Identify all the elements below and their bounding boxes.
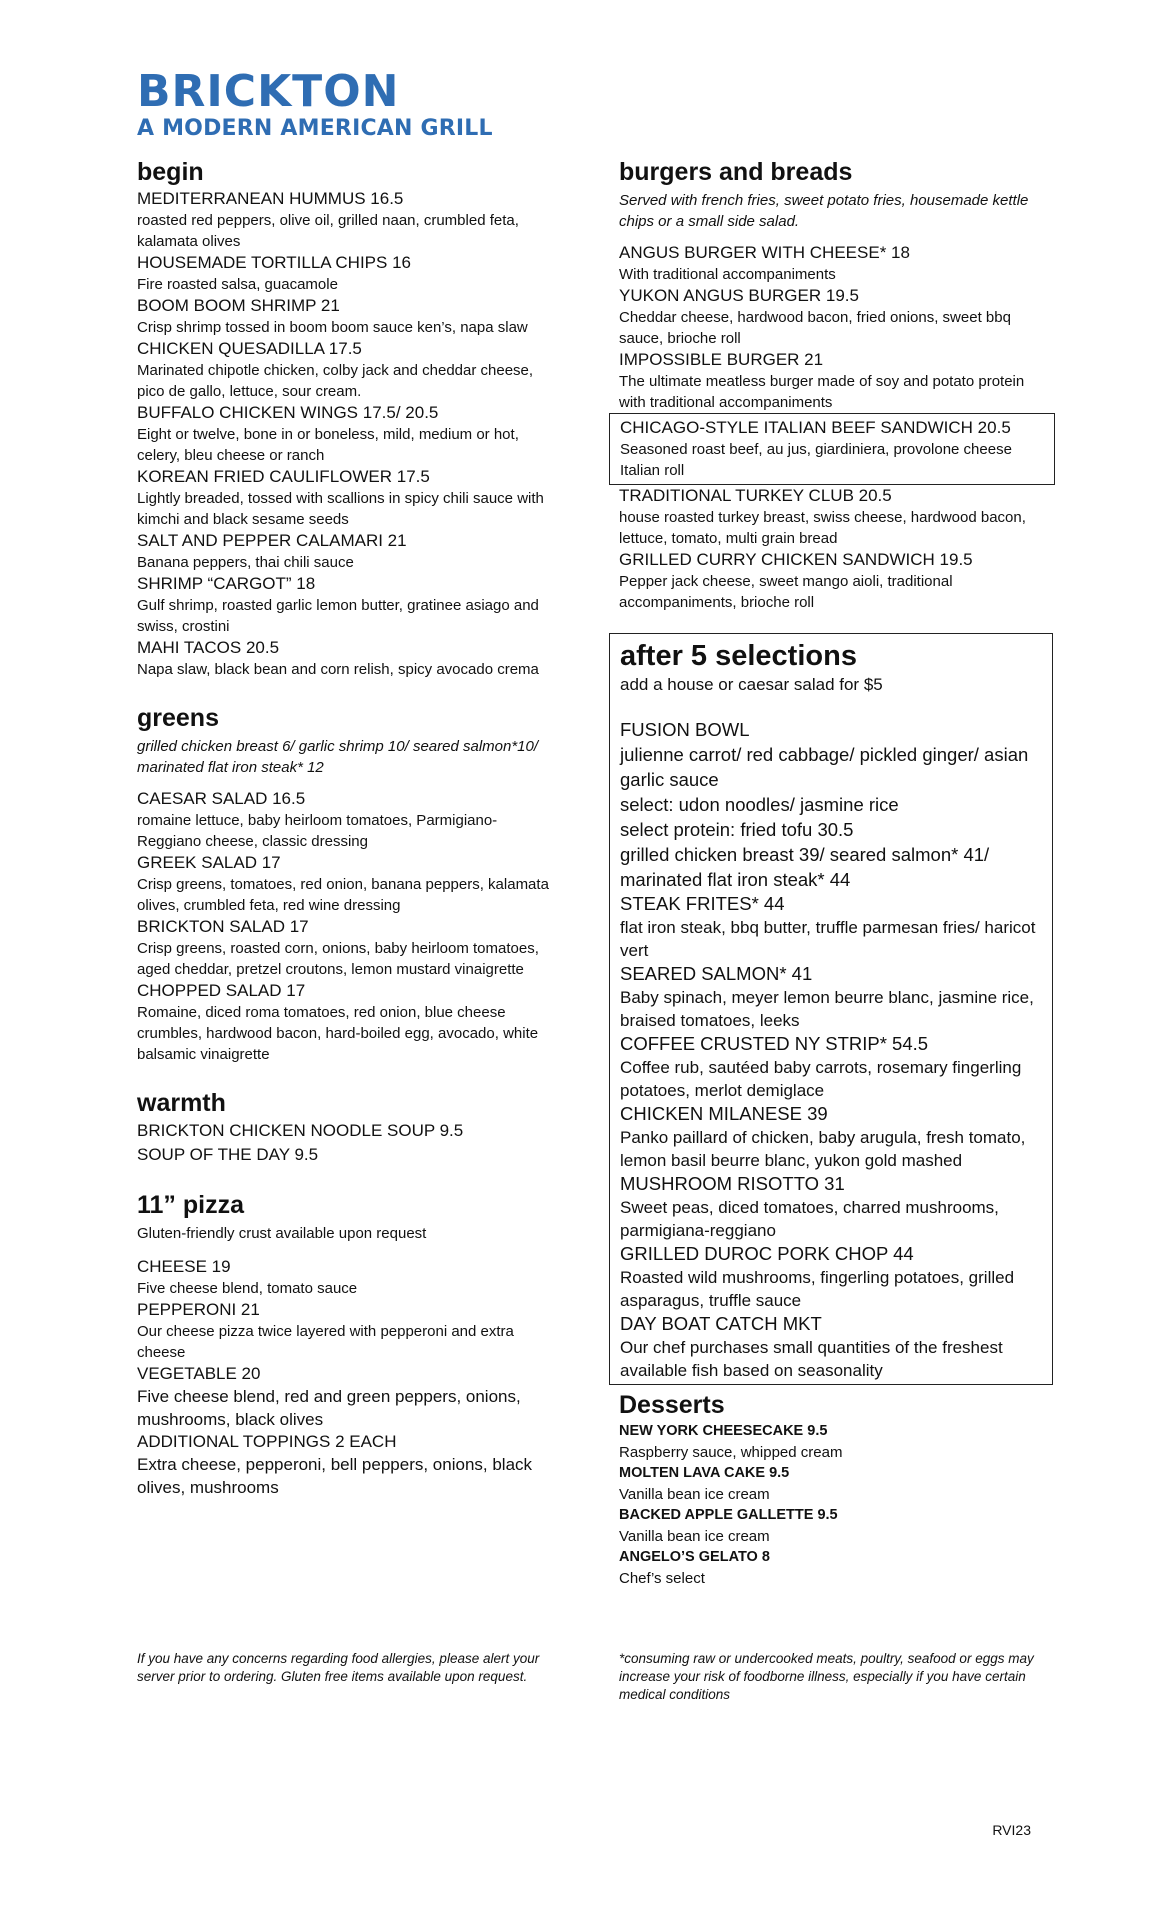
item-name: CHICAGO-STYLE ITALIAN BEEF SANDWICH 20.5 — [620, 418, 1011, 437]
section-title: begin — [137, 158, 204, 186]
item-desc: Five cheese blend, red and green peppers, onions, mushrooms, black olives — [137, 1387, 521, 1429]
menu-item — [620, 1102, 1044, 1172]
item-name: BOOM BOOM SHRIMP 21 — [137, 296, 340, 315]
section-title: after 5 selections — [620, 640, 857, 672]
item-name: MUSHROOM RISOTTO 31 — [620, 1173, 845, 1194]
item-desc: Gulf shrimp, roasted garlic lemon butter, gratinee asiago and swiss, crostini — [137, 597, 539, 635]
item-desc: Napa slaw, black bean and corn relish, spicy avocado crema — [137, 661, 539, 678]
item-desc: Roasted wild mushrooms, fingerling potatoes, grilled asparagus, truffle sauce — [620, 1268, 1015, 1310]
section-burgers — [619, 156, 1043, 613]
menu-item — [137, 1299, 557, 1363]
item-name: ADDITIONAL TOPPINGS 2 EACH — [137, 1432, 397, 1451]
menu-item — [137, 188, 557, 252]
item-name: COFFEE CRUSTED NY STRIP* 54.5 — [620, 1033, 929, 1054]
menu-item — [620, 1172, 1044, 1242]
menu-item — [619, 485, 1043, 549]
menu-item — [620, 1032, 1044, 1102]
item-desc: Lightly breaded, tossed with scallions in spicy chili sauce with kimchi and black sesame seeds — [137, 490, 544, 528]
item-name: SEARED SALMON* 41 — [620, 963, 813, 984]
menu-item — [620, 1242, 1044, 1312]
item-desc: Sweet peas, diced tomatoes, charred mushrooms, parmigiana-reggiano — [620, 1198, 999, 1240]
item-desc: select protein: fried tofu 30.5 — [620, 819, 854, 840]
item-desc: Extra cheese, pepperoni, bell peppers, onions, black olives, mushrooms — [137, 1455, 533, 1497]
item-desc: Romaine, diced roma tomatoes, red onion, blue cheese crumbles, hardwood bacon, hard-boiled egg, avocado, white balsamic vinaigrette — [137, 1004, 539, 1063]
menu-item — [137, 573, 557, 637]
item-name: MEDITERRANEAN HUMMUS 16.5 — [137, 189, 404, 208]
item-desc: Raspberry sauce, whipped cream — [619, 1444, 843, 1461]
item-desc: roasted red peppers, olive oil, grilled naan, crumbled feta, kalamata olives — [137, 212, 519, 250]
menu-item — [137, 295, 557, 338]
item-name: CHEESE 19 — [137, 1257, 231, 1276]
item-desc: Our chef purchases small quantities of the freshest available fish based on seasonality — [620, 1338, 1003, 1380]
section-title: 11” pizza — [137, 1191, 244, 1219]
item-name: BUFFALO CHICKEN WINGS 17.5/ 20.5 — [137, 403, 439, 422]
menu-item — [620, 718, 1044, 892]
item-name: BACKED APPLE GALLETTE 9.5 — [619, 1507, 838, 1523]
item-name: PEPPERONI 21 — [137, 1300, 260, 1319]
item-name: BRICKTON CHICKEN NOODLE SOUP 9.5 — [137, 1121, 464, 1140]
left-column — [137, 156, 557, 1499]
item-name: ANGELO’S GELATO 8 — [619, 1549, 770, 1565]
item-desc: Seasoned roast beef, au jus, giardiniera, provolone cheese Italian roll — [620, 441, 1012, 479]
item-name: KOREAN FRIED CAULIFLOWER 17.5 — [137, 467, 430, 486]
menu-item — [619, 549, 1043, 613]
item-name: HOUSEMADE TORTILLA CHIPS 16 — [137, 253, 411, 272]
item-name: BRICKTON SALAD 17 — [137, 917, 309, 936]
item-name: SOUP OF THE DAY 9.5 — [137, 1145, 319, 1164]
section-title: warmth — [137, 1089, 226, 1117]
brand-header — [137, 68, 493, 142]
menu-item — [137, 980, 557, 1065]
item-name: STEAK FRITES* 44 — [620, 893, 785, 914]
item-name: MOLTEN LAVA CAKE 9.5 — [619, 1465, 790, 1481]
section-warmth — [137, 1087, 557, 1167]
item-desc: Five cheese blend, tomato sauce — [137, 1280, 358, 1297]
menu-item — [619, 285, 1043, 349]
item-name: TRADITIONAL TURKEY CLUB 20.5 — [619, 486, 892, 505]
section-after5 — [609, 633, 1053, 1385]
featured-item-box — [609, 413, 1055, 485]
menu-item — [619, 349, 1043, 413]
section-begin — [137, 156, 557, 680]
item-name: NEW YORK CHEESECAKE 9.5 — [619, 1423, 828, 1439]
menu-item — [137, 252, 557, 295]
item-desc: Pepper jack cheese, sweet mango aioli, traditional accompaniments, brioche roll — [619, 573, 953, 611]
section-note: Served with french fries, sweet potato fries, housemade kettle chips or a small side salad. — [619, 192, 1029, 230]
menu-item — [137, 637, 557, 680]
section-desserts — [619, 1389, 1043, 1589]
menu-item — [137, 530, 557, 573]
menu-item — [137, 1431, 557, 1499]
menu-item — [620, 962, 1044, 1032]
item-desc: flat iron steak, bbq butter, truffle parmesan fries/ haricot vert — [620, 918, 1036, 960]
menu-item — [620, 1312, 1044, 1382]
item-desc: romaine lettuce, baby heirloom tomatoes, Parmigiano-Reggiano cheese, classic dressing — [137, 812, 498, 850]
section-title: greens — [137, 704, 219, 732]
item-name: CHICKEN MILANESE 39 — [620, 1103, 828, 1124]
item-name: GRILLED CURRY CHICKEN SANDWICH 19.5 — [619, 550, 973, 569]
item-name: CHOPPED SALAD 17 — [137, 981, 306, 1000]
item-name: SALT AND PEPPER CALAMARI 21 — [137, 531, 407, 550]
item-name: ANGUS BURGER WITH CHEESE* 18 — [619, 243, 910, 262]
section-note: add a house or caesar salad for $5 — [620, 675, 883, 694]
section-title: burgers and breads — [619, 158, 853, 186]
item-desc: Eight or twelve, bone in or boneless, mild, medium or hot, celery, bleu cheese or ranch — [137, 426, 519, 464]
item-name: IMPOSSIBLE BURGER 21 — [619, 350, 824, 369]
item-name: YUKON ANGUS BURGER 19.5 — [619, 286, 859, 305]
section-note: Gluten-friendly crust available upon request — [137, 1225, 427, 1242]
menu-item — [137, 788, 557, 852]
item-name: GRILLED DUROC PORK CHOP 44 — [620, 1243, 914, 1264]
section-pizza — [137, 1189, 557, 1499]
item-desc: Chef’s select — [619, 1570, 705, 1587]
item-desc: The ultimate meatless burger made of soy and potato protein with traditional accompaniments — [619, 373, 1025, 411]
allergy-footnote: If you have any concerns regarding food allergies, please alert your server prior to ordering. Gluten free items available upon request. — [137, 1651, 540, 1684]
brand-name: BRICKTON — [137, 66, 400, 117]
menu-code: RVI23 — [992, 1822, 1031, 1838]
section-title: Desserts — [619, 1391, 725, 1419]
right-column — [619, 156, 1043, 1589]
item-desc: select: udon noodles/ jasmine rice — [620, 794, 899, 815]
item-desc: Marinated chipotle chicken, colby jack and cheddar cheese, pico de gallo, lettuce, sour cream. — [137, 362, 534, 400]
item-desc: Banana peppers, thai chili sauce — [137, 554, 354, 571]
item-name: VEGETABLE 20 — [137, 1364, 261, 1383]
item-desc: house roasted turkey breast, swiss cheese, hardwood bacon, lettuce, tomato, multi grain bread — [619, 509, 1026, 547]
item-name: CHICKEN QUESADILLA 17.5 — [137, 339, 362, 358]
menu-item — [137, 916, 557, 980]
menu-item — [137, 1363, 557, 1431]
consuming-footnote: *consuming raw or undercooked meats, poultry, seafood or eggs may increase your risk of foodborne illness, especially if you have certain medical conditions — [619, 1651, 1034, 1702]
item-name: SHRIMP “CARGOT” 18 — [137, 574, 316, 593]
item-desc: Vanilla bean ice cream — [619, 1528, 770, 1545]
item-name: FUSION BOWL — [620, 719, 750, 740]
menu-item — [137, 466, 557, 530]
menu-item — [620, 892, 1044, 962]
item-desc: Our cheese pizza twice layered with pepperoni and extra cheese — [137, 1323, 514, 1361]
item-desc: Vanilla bean ice cream — [619, 1486, 770, 1503]
item-desc: With traditional accompaniments — [619, 266, 836, 283]
item-desc: Crisp greens, tomatoes, red onion, banana peppers, kalamata olives, crumbled feta, red wine dressing — [137, 876, 549, 914]
item-desc: Fire roasted salsa, guacamole — [137, 276, 338, 293]
menu-item — [137, 1256, 557, 1299]
item-name: GREEK SALAD 17 — [137, 853, 281, 872]
item-desc: julienne carrot/ red cabbage/ pickled ginger/ asian garlic sauce — [620, 744, 1029, 790]
item-desc: Coffee rub, sautéed baby carrots, rosemary fingerling potatoes, merlot demiglace — [620, 1058, 1022, 1100]
item-desc: Baby spinach, meyer lemon beurre blanc, jasmine rice, braised tomatoes, leeks — [620, 988, 1034, 1030]
item-name: DAY BOAT CATCH MKT — [620, 1313, 822, 1334]
item-desc: Panko paillard of chicken, baby arugula, fresh tomato, lemon basil beurre blanc, yukon gold mashed — [620, 1128, 1026, 1170]
menu-item — [137, 338, 557, 402]
section-greens — [137, 702, 557, 1065]
menu-item — [137, 402, 557, 466]
item-name: MAHI TACOS 20.5 — [137, 638, 280, 657]
item-desc: Cheddar cheese, hardwood bacon, fried onions, sweet bbq sauce, brioche roll — [619, 309, 1011, 347]
section-note: grilled chicken breast 6/ garlic shrimp 10/ seared salmon*10/ marinated flat iron steak* 12 — [137, 738, 539, 776]
item-desc: grilled chicken breast 39/ seared salmon* 41/ marinated flat iron steak* 44 — [620, 844, 990, 890]
item-desc: Crisp greens, roasted corn, onions, baby heirloom tomatoes, aged cheddar, pretzel croutons, lemon mustard vinaigrette — [137, 940, 539, 978]
item-name: CAESAR SALAD 16.5 — [137, 789, 306, 808]
brand-tagline: A MODERN AMERICAN GRILL — [137, 116, 493, 141]
menu-item — [137, 852, 557, 916]
menu-item — [619, 242, 1043, 285]
item-desc: Crisp shrimp tossed in boom boom sauce ken’s, napa slaw — [137, 319, 528, 336]
